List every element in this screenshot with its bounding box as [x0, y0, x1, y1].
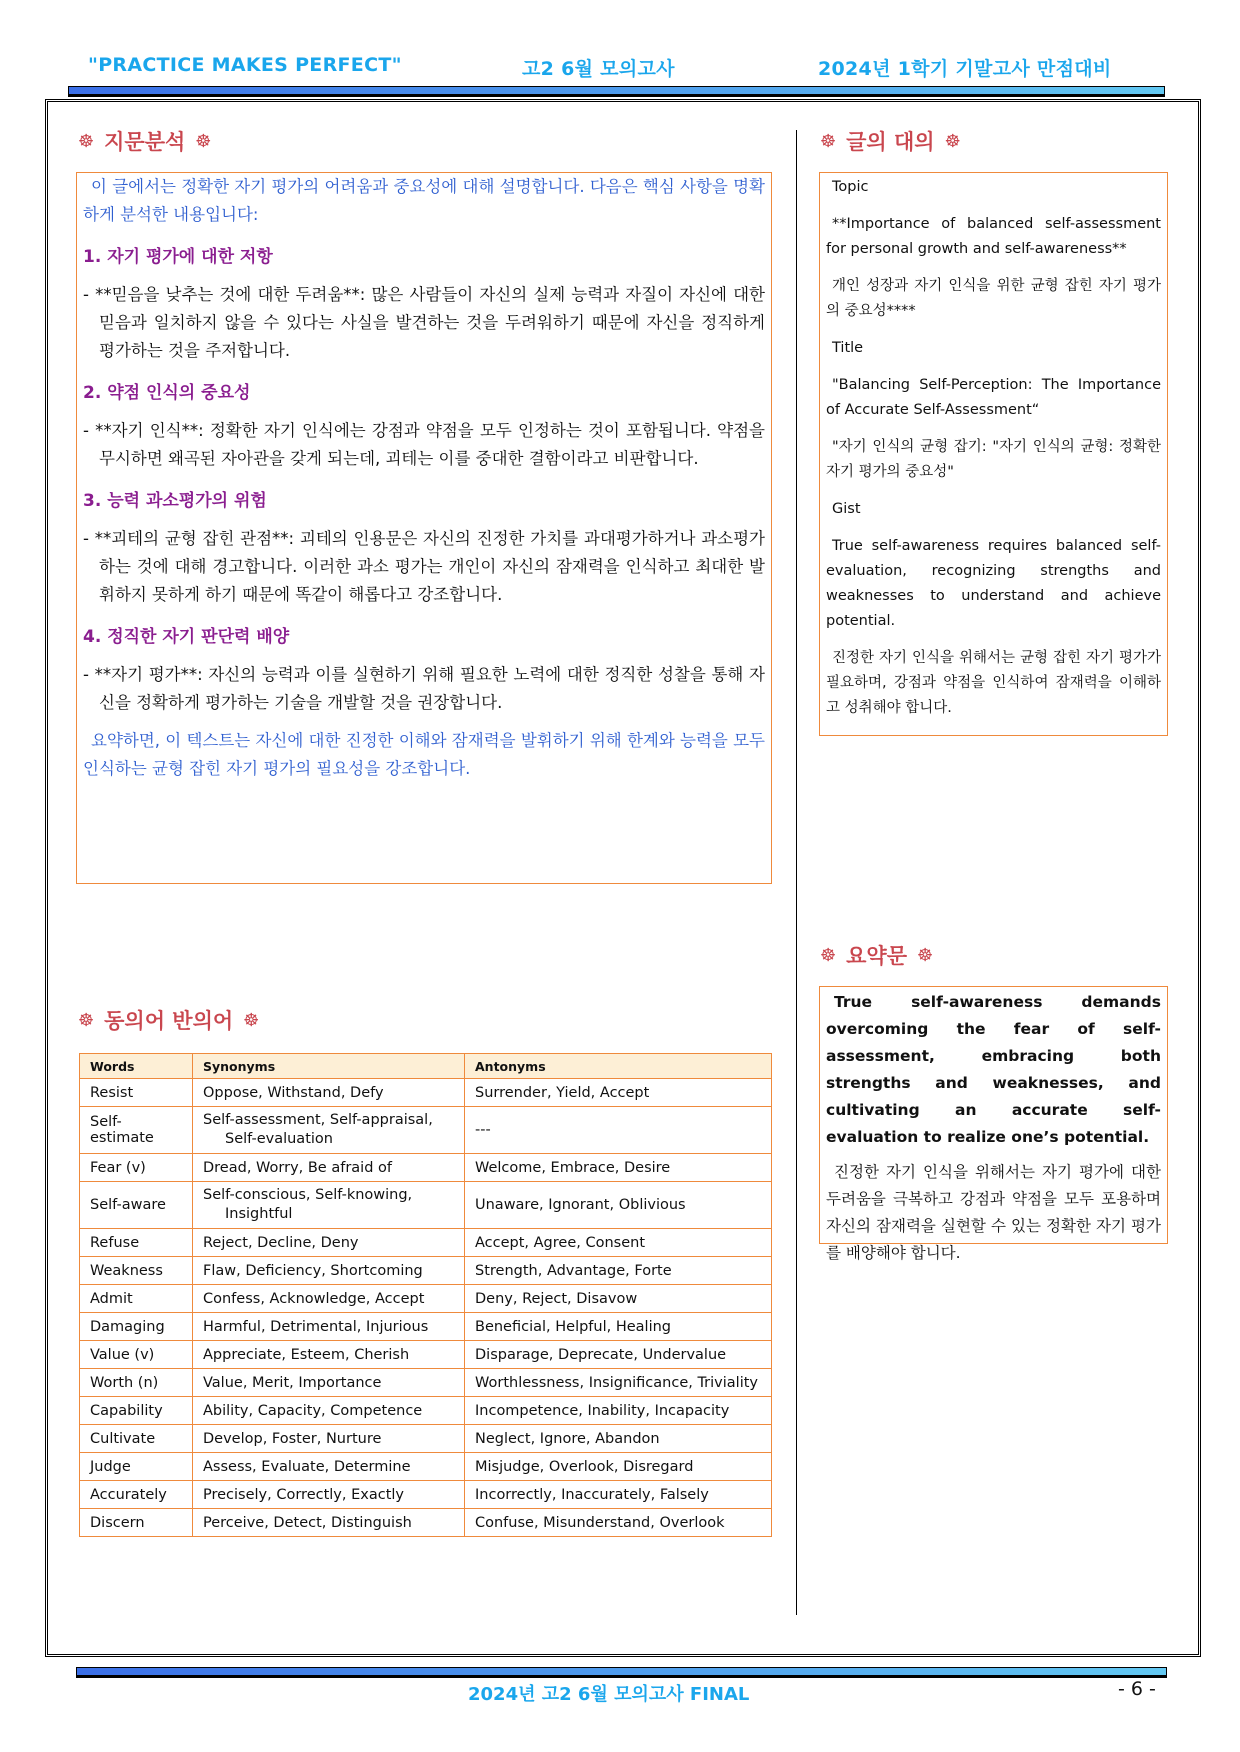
footer-gradient-bar [76, 1667, 1167, 1678]
analysis-point-4: - **자기 평가**: 자신의 능력과 이를 실현하기 위해 필요한 노력에 대한 정직한 성찰을 통해 자신을 정확하게 평가하는 기술을 개발할 것을 권장합니다. [83, 665, 765, 712]
topic-korean: 개인 성장과 자기 인식을 위한 균형 잡힌 자기 평가의 중요성**** [826, 278, 1161, 319]
antonyms-cell: --- [465, 1107, 772, 1154]
summary-box [819, 986, 1168, 1262]
analysis-heading-3: 3. 능력 과소평가의 위험 [83, 491, 267, 511]
word-cell: Damaging [80, 1313, 193, 1341]
table-row [80, 1285, 772, 1313]
antonyms-cell: Incorrectly, Inaccurately, Falsely [465, 1481, 772, 1509]
antonyms-cell: Accept, Agree, Consent [465, 1229, 772, 1257]
antonyms-cell: Confuse, Misunderstand, Overlook [465, 1509, 772, 1537]
header-slogan: "PRACTICE MAKES PERFECT" [88, 54, 402, 76]
synonyms-cell: Dread, Worry, Be afraid of [193, 1154, 465, 1182]
word-cell: Capability [80, 1397, 193, 1425]
header-gradient-bar [68, 86, 1165, 97]
analysis-heading-1: 1. 자기 평가에 대한 저항 [83, 247, 273, 267]
word-cell: Value (v) [80, 1341, 193, 1369]
analysis-point-3: - **괴테의 균형 잡힌 관점**: 괴테의 인용문은 자신의 진정한 가치를 과대평가하거나 과소평가하는 것에 대해 경고합니다. 이러한 과소 평가는 개인이 자신의 잠재력을 인식하고 최대한 발휘하지 못하게 하기 때문에 똑같이 해롭다고 강조합니다. [83, 529, 765, 604]
synonyms-cell [193, 1107, 465, 1154]
dharma-wheel-icon: ☸ [243, 1009, 260, 1031]
table-row [80, 1341, 772, 1369]
gist-box [819, 172, 1168, 736]
table-row [80, 1079, 772, 1107]
word-cell: Self-estimate [80, 1107, 193, 1154]
word-cell: Discern [80, 1509, 193, 1537]
table-row [80, 1509, 772, 1537]
dharma-wheel-icon: ☸ [917, 944, 934, 966]
antonyms-cell: Deny, Reject, Disavow [465, 1285, 772, 1313]
synonyms-cell: Value, Merit, Importance [193, 1369, 465, 1397]
word-cell: Weakness [80, 1257, 193, 1285]
table-row [80, 1481, 772, 1509]
analysis-heading-4: 4. 정직한 자기 판단력 배양 [83, 627, 290, 647]
antonyms-cell: Disparage, Deprecate, Undervalue [465, 1341, 772, 1369]
analysis-point-2: - **자기 인식**: 정확한 자기 인식에는 강점과 약점을 모두 인정하는 것이 포함됩니다. 약점을 무시하면 왜곡된 자아관을 갖게 되는데, 괴테는 이를 중대한 결함이라고 비판합니다. [83, 421, 765, 468]
antonyms-cell: Incompetence, Inability, Incapacity [465, 1397, 772, 1425]
synonyms-cell: Oppose, Withstand, Defy [193, 1079, 465, 1107]
synonyms-line-2: Insightful [225, 1206, 293, 1222]
antonyms-cell: Worthlessness, Insignificance, Triviality [465, 1369, 772, 1397]
dharma-wheel-icon: ☸ [195, 130, 212, 152]
synonyms-line-2: Self-evaluation [225, 1131, 333, 1147]
table-row [80, 1313, 772, 1341]
table-row [80, 1182, 772, 1229]
analysis-heading-2: 2. 약점 인식의 중요성 [83, 383, 251, 403]
word-cell: Self-aware [80, 1182, 193, 1229]
topic-english: **Importance of balanced self-assessment for personal growth and self-awareness** [826, 216, 1161, 257]
dharma-wheel-icon: ☸ [820, 944, 837, 966]
gist-title-text: 글의 대의 [846, 130, 935, 154]
synonyms-cell [193, 1182, 465, 1229]
gist-korean: 진정한 자기 인식을 위해서는 균형 잡힌 자기 평가가 필요하며, 강점과 약점을 인식하여 잠재력을 이해하고 성취해야 합니다. [826, 650, 1161, 716]
table-row [80, 1453, 772, 1481]
antonyms-cell: Beneficial, Helpful, Healing [465, 1313, 772, 1341]
antonyms-cell: Neglect, Ignore, Abandon [465, 1425, 772, 1453]
synonyms-cell: Reject, Decline, Deny [193, 1229, 465, 1257]
dharma-wheel-icon: ☸ [820, 130, 837, 152]
summary-korean: 진정한 자기 인식을 위해서는 자기 평가에 대한 두려움을 극복하고 강점과 약점을 모두 포용하며 자신의 잠재력을 실현할 수 있는 정확한 자기 평가를 배양해야 합니다. [826, 1163, 1161, 1262]
summary-section-title [820, 940, 933, 970]
synonyms-cell: Harmful, Detrimental, Injurious [193, 1313, 465, 1341]
antonyms-cell: Welcome, Embrace, Desire [465, 1154, 772, 1182]
table-header-row [80, 1054, 772, 1079]
word-cell: Cultivate [80, 1425, 193, 1453]
header-exam-name: 고2 6월 모의고사 [522, 58, 675, 80]
analysis-title-text: 지문분석 [104, 130, 186, 154]
title-korean: "자기 인식의 균형 잡기: "자기 인식의 균형: 정확한 자기 평가의 중요성" [826, 439, 1161, 480]
word-cell: Judge [80, 1453, 193, 1481]
synonyms-cell: Flaw, Deficiency, Shortcoming [193, 1257, 465, 1285]
dharma-wheel-icon: ☸ [78, 1009, 95, 1031]
page-number: - 6 - [1118, 1678, 1156, 1700]
summary-english: True self-awareness demands overcoming the fear of self-assessment, embracing both strengths and weaknesses, and cultivating an accurate self-evaluation to realize one’s potential. [826, 993, 1161, 1146]
footer-exam-title: 2024년 고2 6월 모의고사 FINAL [468, 1684, 750, 1705]
word-cell: Worth (n) [80, 1369, 193, 1397]
header-synonyms: Synonyms [193, 1054, 465, 1079]
dharma-wheel-icon: ☸ [78, 130, 95, 152]
antonyms-cell: Strength, Advantage, Forte [465, 1257, 772, 1285]
header-semester-title: 2024년 1학기 기말고사 만점대비 [818, 58, 1112, 80]
table-row [80, 1369, 772, 1397]
analysis-section-title [78, 126, 211, 156]
synonyms-line-1: Self-conscious, Self-knowing, [203, 1187, 413, 1203]
synonyms-section-title [78, 1005, 259, 1035]
synonyms-line-1: Self-assessment, Self-appraisal, [203, 1112, 433, 1128]
word-cell: Fear (v) [80, 1154, 193, 1182]
header-words: Words [80, 1054, 193, 1079]
synonyms-title-text: 동의어 반의어 [104, 1009, 234, 1033]
synonyms-cell: Assess, Evaluate, Determine [193, 1453, 465, 1481]
word-cell: Resist [80, 1079, 193, 1107]
table-row [80, 1257, 772, 1285]
analysis-point-1: - **믿음을 낮추는 것에 대한 두려움**: 많은 사람들이 자신의 실제 능력과 자질이 자신에 대한 믿음과 일치하지 않을 수 있다는 사실을 발견하는 것을 두려워하기 때문에 자신을 정직하게 평가하는 것을 주저합니다. [83, 285, 765, 360]
column-divider [796, 130, 797, 1615]
synonyms-cell: Perceive, Detect, Distinguish [193, 1509, 465, 1537]
summary-title-text: 요약문 [846, 944, 907, 968]
title-label: Title [832, 340, 864, 356]
analysis-box [76, 172, 772, 884]
word-cell: Refuse [80, 1229, 193, 1257]
title-english: "Balancing Self-Perception: The Importance of Accurate Self-Assessment“ [826, 377, 1161, 418]
word-cell: Admit [80, 1285, 193, 1313]
header-antonyms: Antonyms [465, 1054, 772, 1079]
word-cell: Accurately [80, 1481, 193, 1509]
synonyms-cell: Confess, Acknowledge, Accept [193, 1285, 465, 1313]
table-row [80, 1425, 772, 1453]
table-row [80, 1154, 772, 1182]
gist-label: Gist [832, 501, 861, 517]
synonyms-cell: Ability, Capacity, Competence [193, 1397, 465, 1425]
table-row [80, 1229, 772, 1257]
antonyms-cell: Unaware, Ignorant, Oblivious [465, 1182, 772, 1229]
analysis-summary: 요약하면, 이 텍스트는 자신에 대한 진정한 이해와 잠재력을 발휘하기 위해 한계와 능력을 모두 인식하는 균형 잡힌 자기 평가의 필요성을 강조합니다. [83, 731, 765, 778]
synonyms-cell: Develop, Foster, Nurture [193, 1425, 465, 1453]
synonyms-cell: Appreciate, Esteem, Cherish [193, 1341, 465, 1369]
table-row [80, 1107, 772, 1154]
topic-label: Topic [832, 179, 869, 195]
analysis-intro: 이 글에서는 정확한 자기 평가의 어려움과 중요성에 대해 설명합니다. 다음은 핵심 사항을 명확하게 분석한 내용입니다: [83, 177, 765, 224]
synonyms-cell: Precisely, Correctly, Exactly [193, 1481, 465, 1509]
table-row [80, 1397, 772, 1425]
gist-section-title [820, 126, 961, 156]
antonyms-cell: Surrender, Yield, Accept [465, 1079, 772, 1107]
antonyms-cell: Misjudge, Overlook, Disregard [465, 1453, 772, 1481]
dharma-wheel-icon: ☸ [944, 130, 961, 152]
gist-english: True self-awareness requires balanced self-evaluation, recognizing strengths and weaknesses to understand and achieve potential. [826, 538, 1161, 629]
synonym-antonym-table [79, 1053, 772, 1537]
